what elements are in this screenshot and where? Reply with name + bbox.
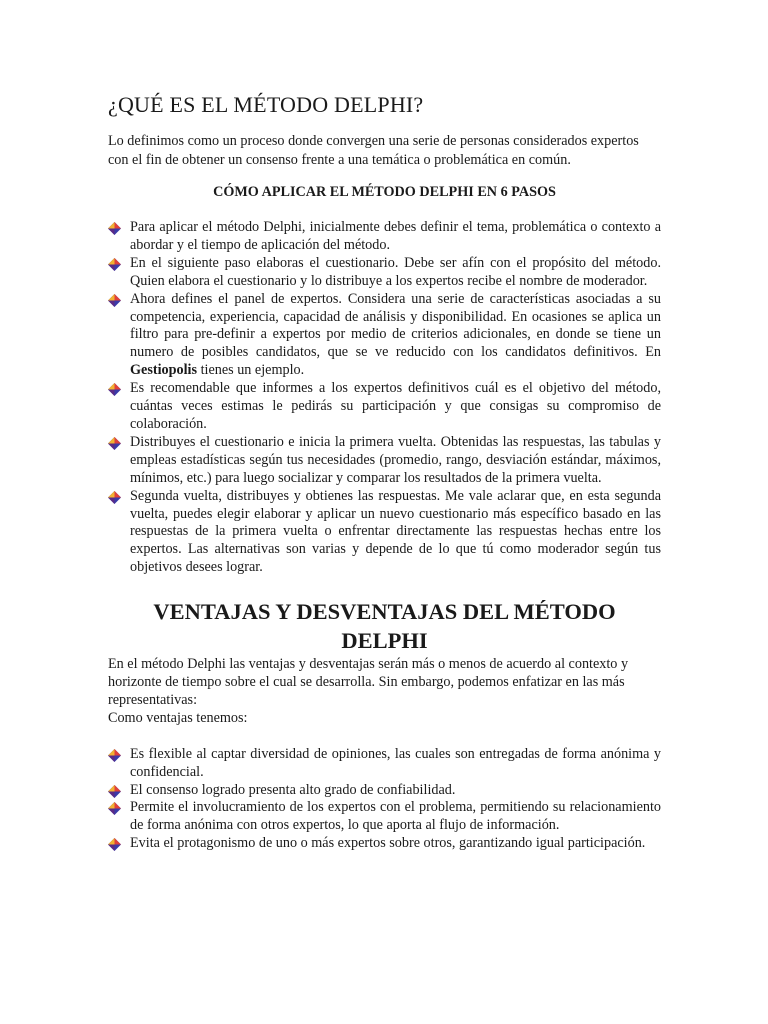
- diamond-bullet-icon: [108, 491, 121, 504]
- list-item: [108, 291, 661, 381]
- steps-heading: CÓMO APLICAR EL MÉTODO DELPHI EN 6 PASOS: [213, 184, 556, 200]
- steps-list: [108, 219, 661, 577]
- spacer: [108, 728, 661, 746]
- advantage-text: Evita el protagonismo de uno o más expertos sobre otros, garantizando igual participación.: [130, 835, 646, 852]
- step-text: Es recomendable que informes a los expertos definitivos cuál es el objetivo del método, cuántas veces estimas le pedirás su participación y que consigas su compromiso de colaboración.: [130, 380, 661, 432]
- list-item: [108, 746, 661, 782]
- diamond-bullet-icon: [108, 258, 121, 271]
- list-item: [108, 434, 661, 488]
- diamond-bullet-icon: [108, 437, 121, 450]
- diamond-bullet-icon: [108, 383, 121, 396]
- step-text: Ahora defines el panel de expertos. Considera una serie de características asociadas a su competencia, experiencia, capacidad de análisis y disponibilidad. En ocasiones se aplica un filtro para pre-definir a expertos por medio de criterios adicionales, en donde se tiene un numero de posibles candidatos, que se ve reducido con los candidatos definitivos. En: [130, 290, 661, 361]
- diamond-bullet-icon: [108, 838, 121, 851]
- diamond-bullet-icon: [108, 785, 121, 798]
- document-page: [108, 92, 661, 853]
- advantages-list: [108, 746, 661, 853]
- advantages-label: Como ventajas tenemos:: [108, 709, 248, 726]
- gestiopolis-link[interactable]: Gestiopolis: [130, 362, 198, 379]
- list-item: [108, 488, 661, 578]
- step-text-tail: tienes un ejemplo.: [197, 362, 305, 379]
- advantage-text: Es flexible al captar diversidad de opiniones, las cuales son entregadas de forma anónima y confidencial.: [130, 745, 661, 780]
- list-item: [108, 219, 661, 255]
- list-item: [108, 799, 661, 835]
- diamond-bullet-icon: [108, 802, 121, 815]
- diamond-bullet-icon: [108, 749, 121, 762]
- list-item: [108, 380, 661, 434]
- advantage-text: El consenso logrado presenta alto grado de confiabilidad.: [130, 781, 456, 798]
- diamond-bullet-icon: [108, 222, 121, 235]
- advantage-text: Permite el involucramiento de los expertos con el problema, permitiendo su relacionamiento de forma anónima con otros expertos, lo que aporta al flujo de información.: [130, 799, 661, 834]
- step-text: En el siguiente paso elaboras el cuestionario. Debe ser afín con el propósito del método. Quien elabora el cuestionario y lo distribuye a los expertos recibe el nombre de moderador.: [130, 254, 661, 289]
- page-title: ¿QUÉ ES EL MÉTODO DELPHI?: [108, 92, 424, 117]
- list-item: [108, 255, 661, 291]
- intro-paragraph: Lo definimos como un proceso donde convergen una serie de personas considerados expertos con el fin de obtener un consenso frente a una temática o problemática en común.: [108, 133, 639, 168]
- step-text: Segunda vuelta, distribuyes y obtienes las respuestas. Me vale aclarar que, en esta segunda vuelta, puedes elegir elaborar y aplicar un nuevo cuestionario más específico basado en las respuestas de la primera vuelta o enfrentar directamente las respuestas hechas entre los expertos. Las alternativas son varias y depende de lo que tú como moderador según tus objetivos desees lograr.: [130, 487, 661, 576]
- step-text: Para aplicar el método Delphi, inicialmente debes definir el tema, problemática o contexto a abordar y el tiempo de aplicación del método.: [130, 219, 661, 253]
- section-heading: VENTAJAS Y DESVENTAJAS DEL MÉTODO DELPHI: [153, 599, 616, 654]
- diamond-bullet-icon: [108, 294, 121, 307]
- step-text: Distribuyes el cuestionario e inicia la primera vuelta. Obtenidas las respuestas, las tabulas y empleas estadísticas según tus necesidades (promedio, rango, desviación estándar, máximos, mínimos, etc.) para luego socializar y comparar los resultados de la primera vuelta.: [130, 433, 661, 486]
- list-item: [108, 835, 661, 853]
- list-item: [108, 782, 661, 800]
- section-intro: En el método Delphi las ventajas y desventajas serán más o menos de acuerdo al contexto y horizonte de tiempo sobre el cual se desarrolla. Sin embargo, podemos enfatizar en las más representativas:: [108, 656, 629, 708]
